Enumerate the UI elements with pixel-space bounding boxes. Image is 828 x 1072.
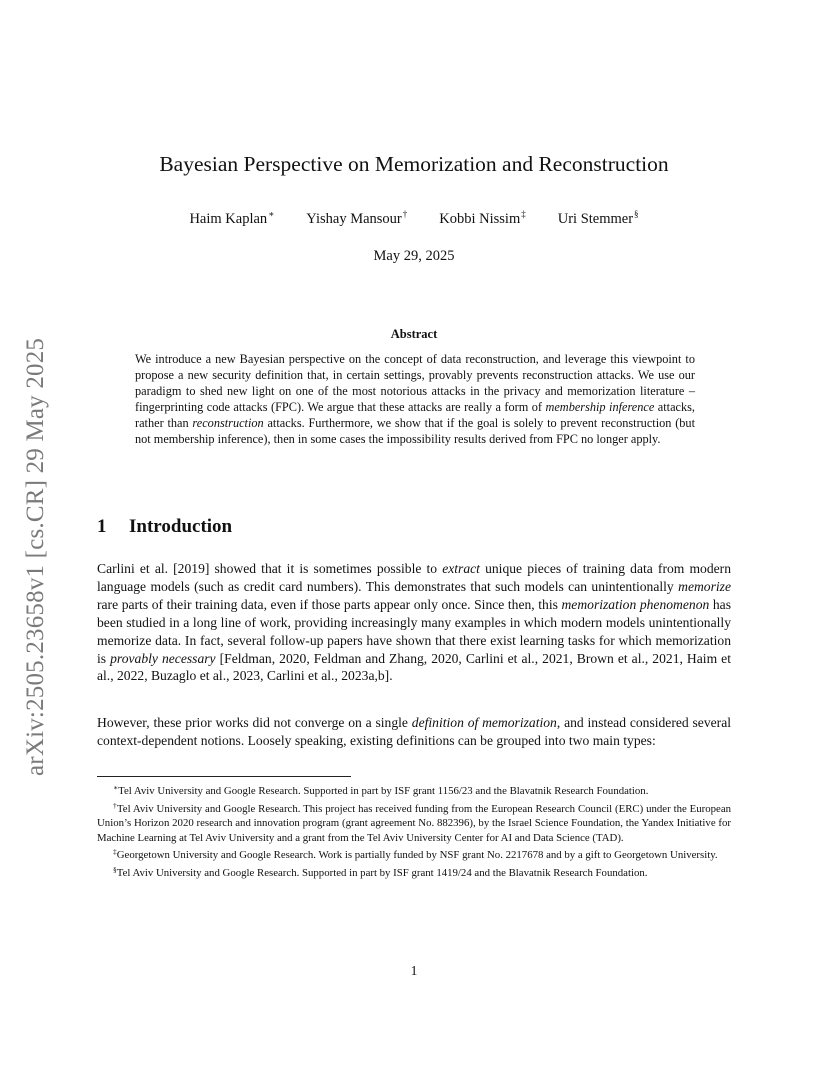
author-footnote-mark: † bbox=[402, 209, 408, 219]
author-footnote-mark: ∗ bbox=[268, 209, 275, 219]
publication-date: May 29, 2025 bbox=[373, 248, 455, 264]
page-number: 1 bbox=[410, 963, 418, 978]
abstract-text-run: We introduce a new Bayesian perspective on the concept of data reconstruction, and leverage this viewpoint to propose a new security definition that, in certain settings, provably prevents reconstruction attacks. We use our paradigm to shed new light on one of the most notorious attacks in the privacy and memorization literature – fingerprinting code attacks (FPC). We argue that these attacks are really a form of bbox=[135, 352, 695, 414]
paragraph-text-run: However, these prior works did not converge on a single bbox=[97, 715, 412, 730]
author-name: Uri Stemmer bbox=[557, 211, 634, 227]
abstract-text-run: attacks, rather than bbox=[135, 399, 695, 430]
paragraph-text-run: , and instead considered several context-dependent notions. Loosely speaking, existing definitions can be grouped into two main types: bbox=[97, 715, 732, 748]
author-list bbox=[0, 204, 828, 229]
footnotes bbox=[97, 781, 731, 881]
author-name: Haim Kaplan bbox=[189, 211, 268, 227]
footnote-mark: ‡ bbox=[113, 847, 117, 857]
author-footnote-mark: ‡ bbox=[521, 209, 526, 219]
author-name: Yishay Mansour bbox=[306, 211, 402, 227]
paragraph-emphasis: memorization phenomenon bbox=[561, 596, 710, 612]
author-yishay-mansour bbox=[306, 204, 407, 229]
footnote-affiliation-stemmer bbox=[97, 863, 731, 880]
abstract-text-run: attacks. Furthermore, we show that if the goal is solely to prevent reconstruction (but not membership inference), then in some cases the impossibility results derived from FPC no longer apply. bbox=[135, 415, 696, 446]
intro-paragraph-1 bbox=[97, 560, 731, 685]
footnote-mark: ∗ bbox=[113, 783, 119, 792]
author-uri-stemmer bbox=[558, 204, 639, 229]
footnote-text: Tel Aviv University and Google Research. Supported in part by ISF grant 1419/24 and the Blavatnik Research Foundation. bbox=[116, 866, 648, 879]
section-number: 1 bbox=[97, 516, 107, 537]
paragraph-text-run: [Feldman, 2020, Feldman and Zhang, 2020, Carlini et al., 2021, Brown et al., 2021, Haim et al., 2022, Buzaglo et al., 2023, Carlini et al., 2023a,b]. bbox=[97, 650, 731, 684]
author-name: Kobbi Nissim bbox=[439, 211, 521, 227]
paragraph-text-run: rare parts of their training data, even if those parts appear only once. Since then, this bbox=[97, 596, 562, 612]
paragraph-emphasis: memorize bbox=[678, 578, 731, 594]
abstract-heading: Abstract bbox=[390, 327, 438, 341]
author-footnote-mark: § bbox=[634, 209, 639, 219]
footnote-affiliation-nissim bbox=[97, 845, 731, 862]
intro-paragraph-2 bbox=[97, 714, 731, 750]
arxiv-identifier-stamp: arXiv:2505.23658v1 [cs.CR] 29 May 2025 bbox=[22, 337, 49, 776]
author-kobbi-nissim bbox=[439, 204, 525, 229]
footnote-mark: § bbox=[113, 864, 117, 874]
footnote-affiliation-mansour bbox=[97, 799, 731, 845]
paragraph-text-run: Carlini et al. [2019] showed that it is sometimes possible to bbox=[97, 561, 443, 576]
section-title: Introduction bbox=[129, 516, 233, 537]
section-heading-introduction bbox=[97, 514, 232, 540]
footnote-text: Georgetown University and Google Research. Work is partially funded by NSF grant No. 2217678 and by a gift to Georgetown University. bbox=[116, 849, 718, 862]
paragraph-emphasis: definition of memorization bbox=[411, 715, 557, 730]
paragraph-emphasis: provably necessary bbox=[110, 650, 216, 666]
footnote-affiliation-kaplan bbox=[97, 781, 731, 798]
footnote-divider bbox=[97, 776, 351, 777]
abstract-text bbox=[135, 352, 695, 447]
abstract-emphasis: reconstruction bbox=[192, 415, 264, 430]
paragraph-emphasis: extract bbox=[442, 561, 480, 576]
author-haim-kaplan bbox=[189, 204, 274, 229]
footnote-text: Tel Aviv University and Google Research. Supported in part by ISF grant 1156/23 and the Blavatnik Research Foundation. bbox=[118, 785, 649, 797]
paragraph-text-run: unique pieces of training data from modern language models (such as credit card numbers). This demonstrates that such models can unintentionally bbox=[97, 561, 731, 594]
paper-title: Bayesian Perspective on Memorization and Reconstruction bbox=[159, 152, 669, 176]
footnote-mark: † bbox=[113, 800, 117, 810]
abstract-emphasis: membership inference bbox=[545, 399, 655, 414]
paragraph-text-run: has been studied in a long line of work, providing increasingly many examples in which modern models unintentionally memorize data. In fact, several follow-up papers have shown that there exist learning tasks for which memorization is bbox=[97, 596, 731, 666]
footnote-text: Tel Aviv University and Google Research. This project has received funding from the European Research Council (ERC) under the European Union’s Horizon 2020 research and innovation program (grant agreement No. 882396), by the Israel Science Foundation, the Yandex Initiative for Machine Learning at Tel Aviv University and a grant from the Tel Aviv University Center for AI and Data Science (TAD). bbox=[97, 802, 732, 844]
